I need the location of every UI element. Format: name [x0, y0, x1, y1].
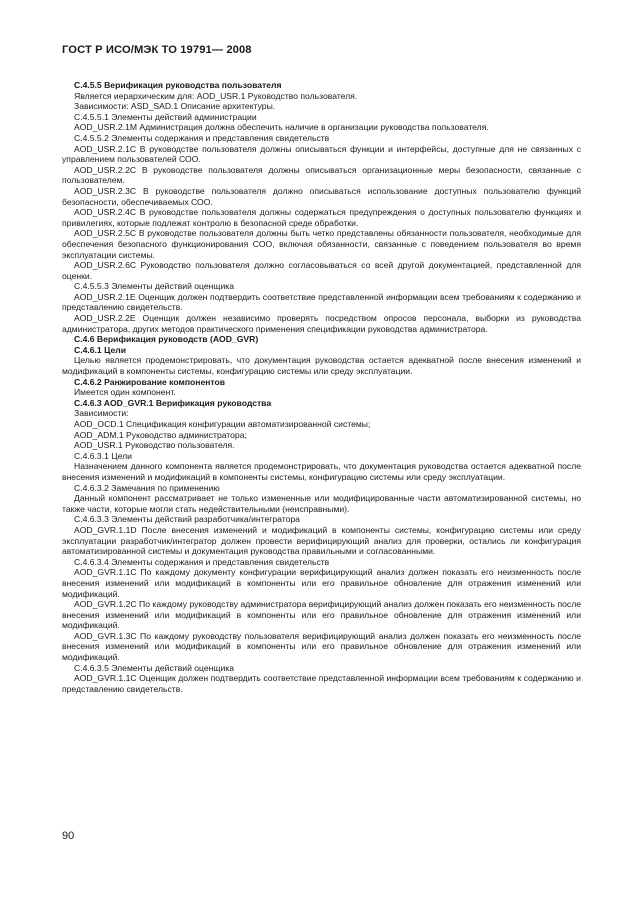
body-paragraph: AOD_USR.2.3C В руководстве пользователя должно описываться использование доступных пользователю функций безопасности, обеспечиваемых СОО. [62, 185, 581, 207]
document-body [62, 80, 581, 694]
page-number: 90 [62, 830, 75, 842]
body-paragraph: Назначением данного компонента является продемонстрировать, что документация руководства остается адекватной после внесения изменений и модификаций в компоненты системы, конфигурацию системы или среду эксплуатации. [62, 461, 581, 482]
body-paragraph: Целью является продемонстрировать, что документация руководства остается адекватной после внесения изменений и модификаций в компоненты системы, конфигурацию системы или среду эксплуатации. [62, 355, 581, 377]
body-paragraph: C.4.5.5.2 Элементы содержания и представления свидетельств [74, 132, 330, 143]
body-paragraph: AOD_GVR.1.1C Оценщик должен подтвердить соответствие представленной информации всем требованиям к содержанию и представлению свидетельств. [62, 673, 581, 694]
body-paragraph: AOD_GVR.1.1D После внесения изменений и модификаций в компоненты системы, конфигурацию системы или среду эксплуатации разработчик/интегратор должен провести верифицирующий анализ для проверки, остались ли конфигурация автоматизированной системы и документация руководства правильными и согласованными. [62, 524, 581, 557]
body-paragraph: AOD_USR.2.4C В руководстве пользователя должны содержаться предупреждения о доступных пользователю функциях и привилегиях, которые подлежат контролю в безопасной среде обработки. [62, 207, 581, 228]
body-paragraph: Имеется один компонент. [74, 387, 176, 398]
body-paragraph: C.4.6.3.2 Замечания по применению [74, 482, 220, 493]
section-heading: C.4.6.1 Цели [74, 344, 126, 355]
body-paragraph: C.4.5.5.3 Элементы действий оценщика [74, 281, 234, 292]
body-paragraph: AOD_USR.2.1M Администрация должна обеспечить наличие в организации руководства пользователя. [74, 122, 489, 133]
body-paragraph: AOD_USR.2.2C В руководстве пользователя должны описываться организационные меры безопасности, связанные с пользователем. [62, 164, 581, 186]
body-paragraph: Данный компонент рассматривает не только измененные или модифицированные части автоматизированной системы, но также части, которые могли стать недействительными (неисправными). [62, 493, 581, 514]
body-paragraph: AOD_GVR.1.1C По каждому документу конфигурации верифицирующий анализ должен показать его неизменность после внесения изменений или модификаций в компоненты или его правильное обновление для отражения изменений или модификаций. [62, 567, 581, 599]
section-heading: C.4.6.2 Ранжирование компонентов [74, 376, 226, 387]
body-paragraph: AOD_USR.2.5C В руководстве пользователя должны быть четко представлены обязанности пользователя, необходимые для обеспечения безопасного функционирования СОО, включая обязанности, связанные с поведением пользователя во время эксплуатации системы. [62, 228, 581, 260]
body-paragraph: AOD_USR.2.1C В руководстве пользователя должны описываться функции и интерфейсы, доступные для не связанных с управлением пользователей СОО. [62, 143, 581, 165]
body-paragraph: C.4.6.3.1 Цели [74, 450, 132, 461]
body-paragraph: AOD_USR.2.6C Руководство пользователя должно согласовываться со всей другой документацией, представленной для оценки. [62, 260, 581, 281]
body-paragraph: C.4.5.5.1 Элементы действий администрации [74, 111, 257, 122]
body-paragraph: AOD_USR.2.2E Оценщик должен независимо проверять посредством опросов персонала, выборки из руководства администратора, других методов практического применения спецификации руководства администратора. [62, 313, 581, 334]
body-paragraph: AOD_GVR.1.3C По каждому руководству пользователя верифицирующий анализ должен показать его неизменность после внесения изменений или модификаций в компоненты или его правильное обновление для отражения изменений или модификаций. [62, 630, 581, 663]
section-heading: C.4.5.5 Верификация руководства пользователя [74, 80, 282, 90]
document-header: ГОСТ Р ИСО/МЭК ТО 19791— 2008 [62, 44, 252, 56]
body-paragraph: AOD_ADM.1 Руководство администратора; [74, 429, 247, 440]
body-paragraph: Зависимости: ASD_SAD.1 Описание архитектуры. [74, 101, 276, 112]
section-heading: C.4.6 Верификация руководств (AOD_GVR) [74, 334, 259, 345]
body-paragraph: AOD_GVR.1.2C По каждому руководству администратора верифицирующий анализ должен показать его неизменность после внесения изменений или модификаций в компоненты или его правильное обновление для отражения изменений или модификаций. [62, 599, 581, 631]
body-paragraph: Является иерархическим для: AOD_USR.1 Руководство пользователя. [74, 90, 358, 101]
body-paragraph: AOD_USR.2.1E Оценщик должен подтвердить соответствие представленной информации всем требованиям к содержанию и представлению свидетельств. [62, 291, 581, 313]
body-paragraph: C.4.6.3.3 Элементы действий разработчика/интегратора [74, 514, 300, 525]
body-paragraph: AOD_USR.1 Руководство пользователя. [74, 440, 235, 451]
body-paragraph: AOD_OCD.1 Спецификация конфигурации автоматизированной системы; [74, 419, 371, 429]
body-paragraph: C.4.6.3.5 Элементы действий оценщика [74, 662, 234, 673]
body-paragraph: C.4.6.3.4 Элементы содержания и представления свидетельств [74, 556, 330, 567]
section-heading: C.4.6.3 AOD_GVR.1 Верификация руководства [74, 397, 272, 408]
body-paragraph: Зависимости: [74, 408, 129, 419]
